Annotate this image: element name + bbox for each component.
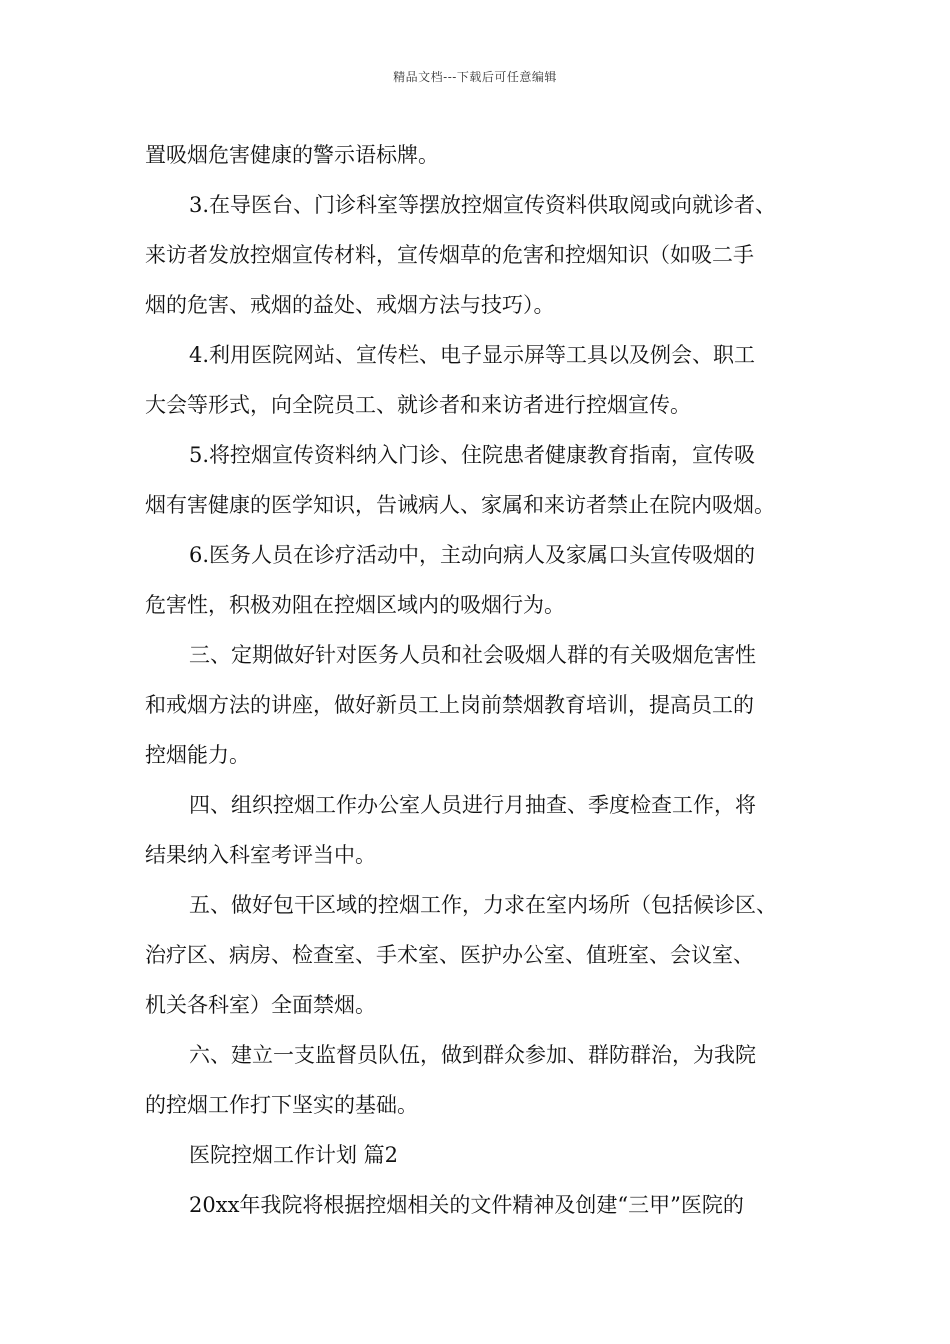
text-line: 机关各科室）全面禁烟。: [145, 993, 376, 1017]
paragraph-section-6: [145, 1030, 817, 1130]
text-line: 烟的危害、戒烟的益处、戒烟方法与技巧）。: [145, 293, 555, 317]
paragraph-section-4: [145, 780, 817, 880]
text-line: 6.医务人员在诊疗活动中，主动向病人及家属口头宣传吸烟的: [189, 543, 756, 567]
document-body: [145, 130, 817, 1230]
heading-line: 医院控烟工作计划 篇2: [189, 1143, 399, 1167]
text-line: 四、组织控烟工作办公室人员进行月抽查、季度检查工作，将: [189, 793, 756, 817]
paragraph-section-3: [145, 630, 817, 780]
text-line: 来访者发放控烟宣传材料，宣传烟草的危害和控烟知识（如吸二手: [145, 243, 754, 267]
text-line: 三、定期做好针对医务人员和社会吸烟人群的有关吸烟危害性: [189, 643, 756, 667]
paragraph-item-4: [145, 330, 817, 430]
text-line: 五、做好包干区域的控烟工作，力求在室内场所（包括候诊区、: [189, 893, 777, 917]
text-line: 结果纳入科室考评当中。: [145, 843, 376, 867]
paragraph-item-6: [145, 530, 817, 630]
text-line: 危害性，积极劝阻在控烟区域内的吸烟行为。: [145, 593, 565, 617]
paragraph-continuation: [145, 130, 817, 180]
text-line: 大会等形式，向全院员工、就诊者和来访者进行控烟宣传。: [145, 393, 691, 417]
text-line: 烟有害健康的医学知识，告诫病人、家属和来访者禁止在院内吸烟。: [145, 493, 775, 517]
text-line: 治疗区、病房、检查室、手术室、医护办公室、值班室、会议室、: [145, 943, 754, 967]
paragraph-intro: [145, 1180, 817, 1230]
paragraph-item-3: [145, 180, 817, 330]
text-line: 六、建立一支监督员队伍，做到群众参加、群防群治，为我院: [189, 1043, 756, 1067]
section-heading: [145, 1130, 817, 1180]
text-line: 5.将控烟宣传资料纳入门诊、住院患者健康教育指南，宣传吸: [189, 443, 756, 467]
page-header: 精品文档---下载后可任意编辑: [393, 70, 557, 84]
text-line: 和戒烟方法的讲座，做好新员工上岗前禁烟教育培训，提高员工的: [145, 693, 754, 717]
text-line: 20xx年我院将根据控烟相关的文件精神及创建“三甲”医院的: [189, 1193, 744, 1217]
text-line: 3.在导医台、门诊科室等摆放控烟宣传资料供取阅或向就诊者、: [189, 193, 777, 217]
paragraph-section-5: [145, 880, 817, 1030]
text-line: 4.利用医院网站、宣传栏、电子显示屏等工具以及例会、职工: [189, 343, 756, 367]
text-line: 控烟能力。: [145, 743, 250, 767]
text-line: 的控烟工作打下坚实的基础。: [145, 1093, 418, 1117]
text-line: 置吸烟危害健康的警示语标牌。: [145, 143, 439, 167]
paragraph-item-5: [145, 430, 817, 530]
